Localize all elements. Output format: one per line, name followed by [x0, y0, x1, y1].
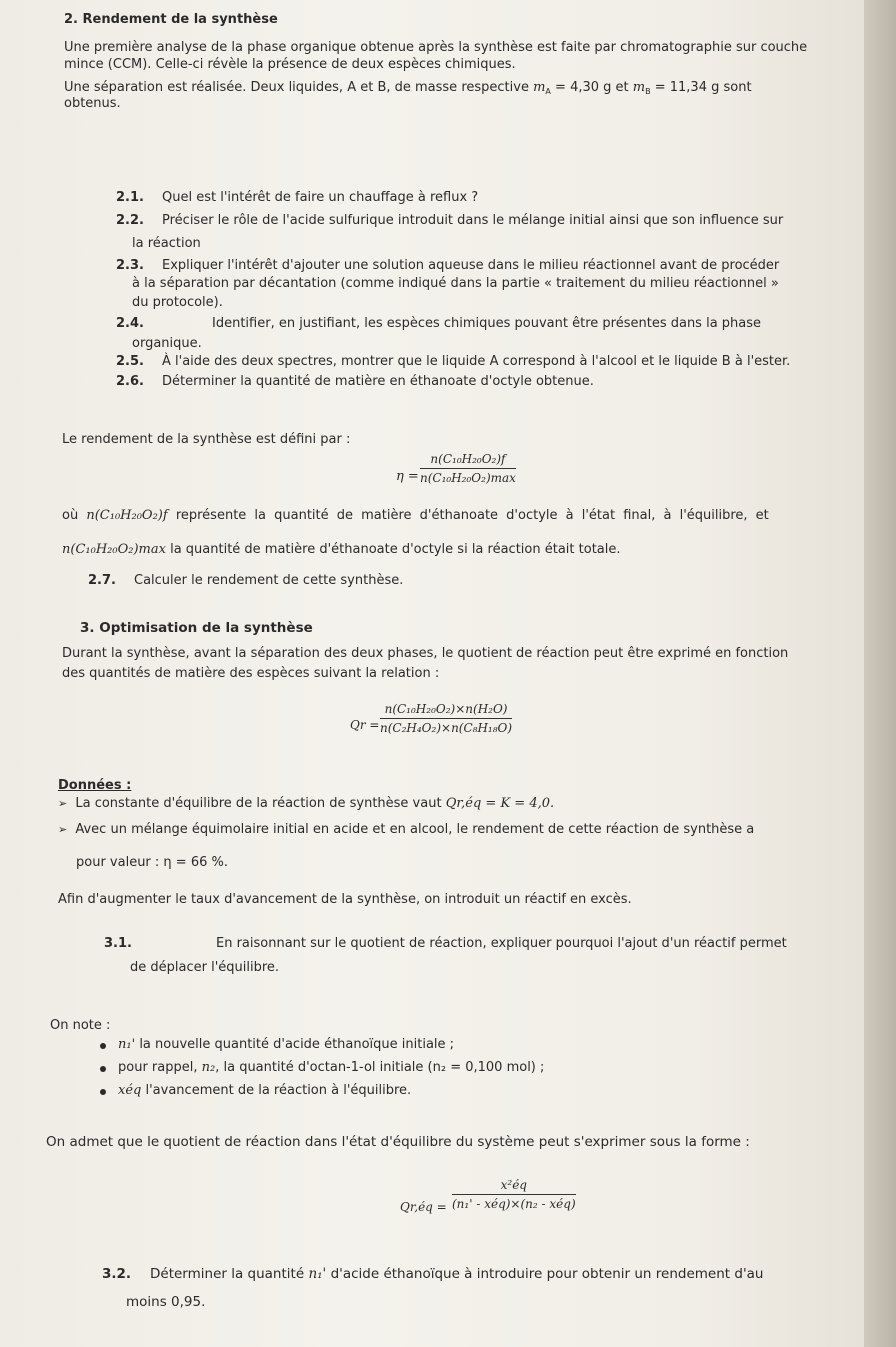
page-edge-shadow	[864, 0, 896, 1347]
question-text: Préciser le rôle de l'acide sulfurique introduit dans le mélange initial ainsi que son influence sur	[162, 213, 784, 228]
n2-value: (n₂ = 0,100 mol) ;	[427, 1060, 545, 1075]
mass-a-symbol: m	[533, 80, 546, 95]
text: la quantité de matière d'éthanoate d'octyle si la réaction était totale.	[170, 542, 621, 557]
question-number: 2.1.	[116, 190, 144, 205]
definition-line	[62, 508, 769, 524]
question-text: Expliquer l'intérêt d'ajouter une solution aqueuse dans le milieu réactionnel avant de procéder	[162, 258, 780, 273]
qr-eq-fraction	[452, 1178, 576, 1211]
n1-prime-symbol: n₁'	[308, 1266, 327, 1282]
question-text: Quel est l'intérêt de faire un chauffage à reflux ?	[162, 190, 479, 205]
arrow-bullet-icon: ➢	[58, 823, 68, 836]
bullet-icon	[100, 1066, 106, 1072]
mass-a-value: = 4,30 g et	[550, 80, 633, 95]
question-number: 2.4.	[116, 316, 144, 331]
question-2-6	[116, 374, 594, 390]
mass-b-value: = 11,34 g sont	[650, 80, 752, 95]
question-number: 2.3.	[116, 258, 144, 273]
mass-b-symbol: m	[632, 80, 646, 95]
note-item	[118, 1037, 454, 1053]
question-number: 3.2.	[102, 1266, 132, 1282]
paragraph-line	[64, 80, 752, 100]
n2-symbol: n₂	[201, 1060, 216, 1075]
question-text: Déterminer la quantité de matière en éthanoate d'octyle obtenue.	[162, 374, 594, 389]
question-2-1	[116, 190, 478, 206]
yield-fraction	[420, 452, 516, 485]
note-item	[118, 1060, 544, 1076]
text: Une séparation est réalisée. Deux liquides, A et B, de masse respective	[64, 80, 529, 95]
question-text-continued: moins 0,95.	[126, 1294, 206, 1310]
question-2-5	[116, 354, 790, 370]
paragraph-line: obtenus.	[64, 96, 121, 111]
note-item	[118, 1083, 411, 1099]
question-text-continued: du protocole).	[132, 295, 223, 310]
eta-symbol: η =	[396, 469, 419, 484]
paragraph-line: Afin d'augmenter le taux d'avancement de la synthèse, on introduit un réactif en excès.	[58, 892, 632, 907]
qr-denominator: n(C₂H₄O₂)×n(C₈H₁₈O)	[380, 721, 513, 735]
bullet-icon	[100, 1089, 106, 1095]
question-3-2	[102, 1266, 763, 1282]
question-text-continued: organique.	[132, 336, 202, 351]
text: où	[62, 508, 79, 523]
question-number: 2.2.	[116, 213, 144, 228]
donnees-heading: Données :	[58, 778, 132, 793]
paragraph-line: des quantités de matière des espèces suivant la relation :	[62, 666, 440, 681]
yield-intro: Le rendement de la synthèse est défini par :	[62, 432, 351, 447]
text: la nouvelle quantité d'acide éthanoïque initiale ;	[139, 1037, 455, 1052]
data-item-continued: pour valeur : η = 66 %.	[76, 855, 228, 870]
definition-line	[62, 542, 621, 558]
x-eq-symbol: xéq	[118, 1083, 142, 1098]
mass-a-subscript: A	[545, 87, 551, 96]
question-text: Calculer le rendement de cette synthèse.	[134, 573, 404, 588]
yield-numerator: n(C₁₀H₂₀O₂)f	[420, 452, 516, 469]
on-note-label: On note :	[50, 1018, 111, 1033]
n1-prime-symbol: n₁'	[118, 1037, 136, 1052]
text: représente la quantité de matière d'éthanoate d'octyle à l'état final, à l'équilibre, et	[175, 508, 769, 523]
question-number: 3.1.	[104, 936, 132, 951]
n-max-symbol: n(C₁₀H₂₀O₂)max	[62, 542, 166, 557]
question-number: 2.5.	[116, 354, 144, 369]
question-text: Identifier, en justifiant, les espèces chimiques pouvant être présentes dans la phase	[212, 316, 762, 331]
mass-b-subscript: B	[645, 87, 651, 96]
paragraph-line: On admet que le quotient de réaction dans l'état d'équilibre du système peut s'exprimer sous la forme :	[46, 1134, 750, 1150]
question-number: 2.7.	[88, 573, 116, 588]
qr-fraction	[380, 702, 512, 735]
question-3-1	[104, 936, 787, 952]
question-text: d'acide éthanoïque à introduire pour obtenir un rendement d'au	[330, 1266, 764, 1282]
section-3-title: 3. Optimisation de la synthèse	[80, 620, 313, 636]
question-text: À l'aide des deux spectres, montrer que le liquide A correspond à l'alcool et le liquide B à l'ester.	[162, 354, 791, 369]
question-text-continued: à la séparation par décantation (comme indiqué dans la partie « traitement du milieu réactionnel »	[132, 276, 779, 291]
section-2-title: 2. Rendement de la synthèse	[64, 12, 278, 27]
question-text: En raisonnant sur le quotient de réaction, expliquer pourquoi l'ajout d'un réactif permet	[216, 936, 787, 951]
question-number: 2.6.	[116, 374, 144, 389]
question-2-3	[116, 258, 779, 274]
equilibrium-constant: Qr,éq = K = 4,0.	[445, 796, 555, 811]
paragraph-line: Durant la synthèse, avant la séparation des deux phases, le quotient de réaction peut être exprimé en fonction	[62, 646, 789, 661]
n-final-symbol: n(C₁₀H₂₀O₂)f	[86, 508, 168, 523]
qr-eq-symbol: Qr,éq =	[400, 1200, 447, 1214]
paragraph-line: Une première analyse de la phase organique obtenue après la synthèse est faite par chromatographie sur couche	[64, 40, 808, 55]
arrow-bullet-icon: ➢	[58, 797, 68, 810]
text: La constante d'équilibre de la réaction de synthèse vaut	[75, 796, 442, 811]
qr-symbol: Qr =	[350, 718, 380, 732]
text: , la quantité d'octan-1-ol initiale	[215, 1060, 424, 1075]
text: pour rappel,	[118, 1060, 198, 1075]
question-text-continued: de déplacer l'équilibre.	[130, 960, 280, 975]
qr-numerator: n(C₁₀H₂₀O₂)×n(H₂O)	[380, 702, 512, 719]
question-text: Déterminer la quantité	[150, 1266, 305, 1282]
question-text-continued: la réaction	[132, 236, 201, 251]
bullet-icon	[100, 1043, 106, 1049]
qr-eq-denominator: (n₁' - xéq)×(n₂ - xéq)	[452, 1197, 576, 1211]
text: l'avancement de la réaction à l'équilibre.	[145, 1083, 412, 1098]
yield-denominator: n(C₁₀H₂₀O₂)max	[420, 471, 516, 485]
question-2-2	[116, 213, 783, 229]
data-item	[58, 796, 554, 812]
qr-eq-numerator: x²éq	[452, 1178, 576, 1195]
data-item	[58, 822, 754, 838]
question-2-4	[116, 316, 761, 332]
paragraph-line: mince (CCM). Celle-ci révèle la présence de deux espèces chimiques.	[64, 57, 516, 72]
question-2-7	[88, 573, 403, 589]
text: Avec un mélange équimolaire initial en acide et en alcool, le rendement de cette réaction de synthèse a	[75, 822, 755, 837]
